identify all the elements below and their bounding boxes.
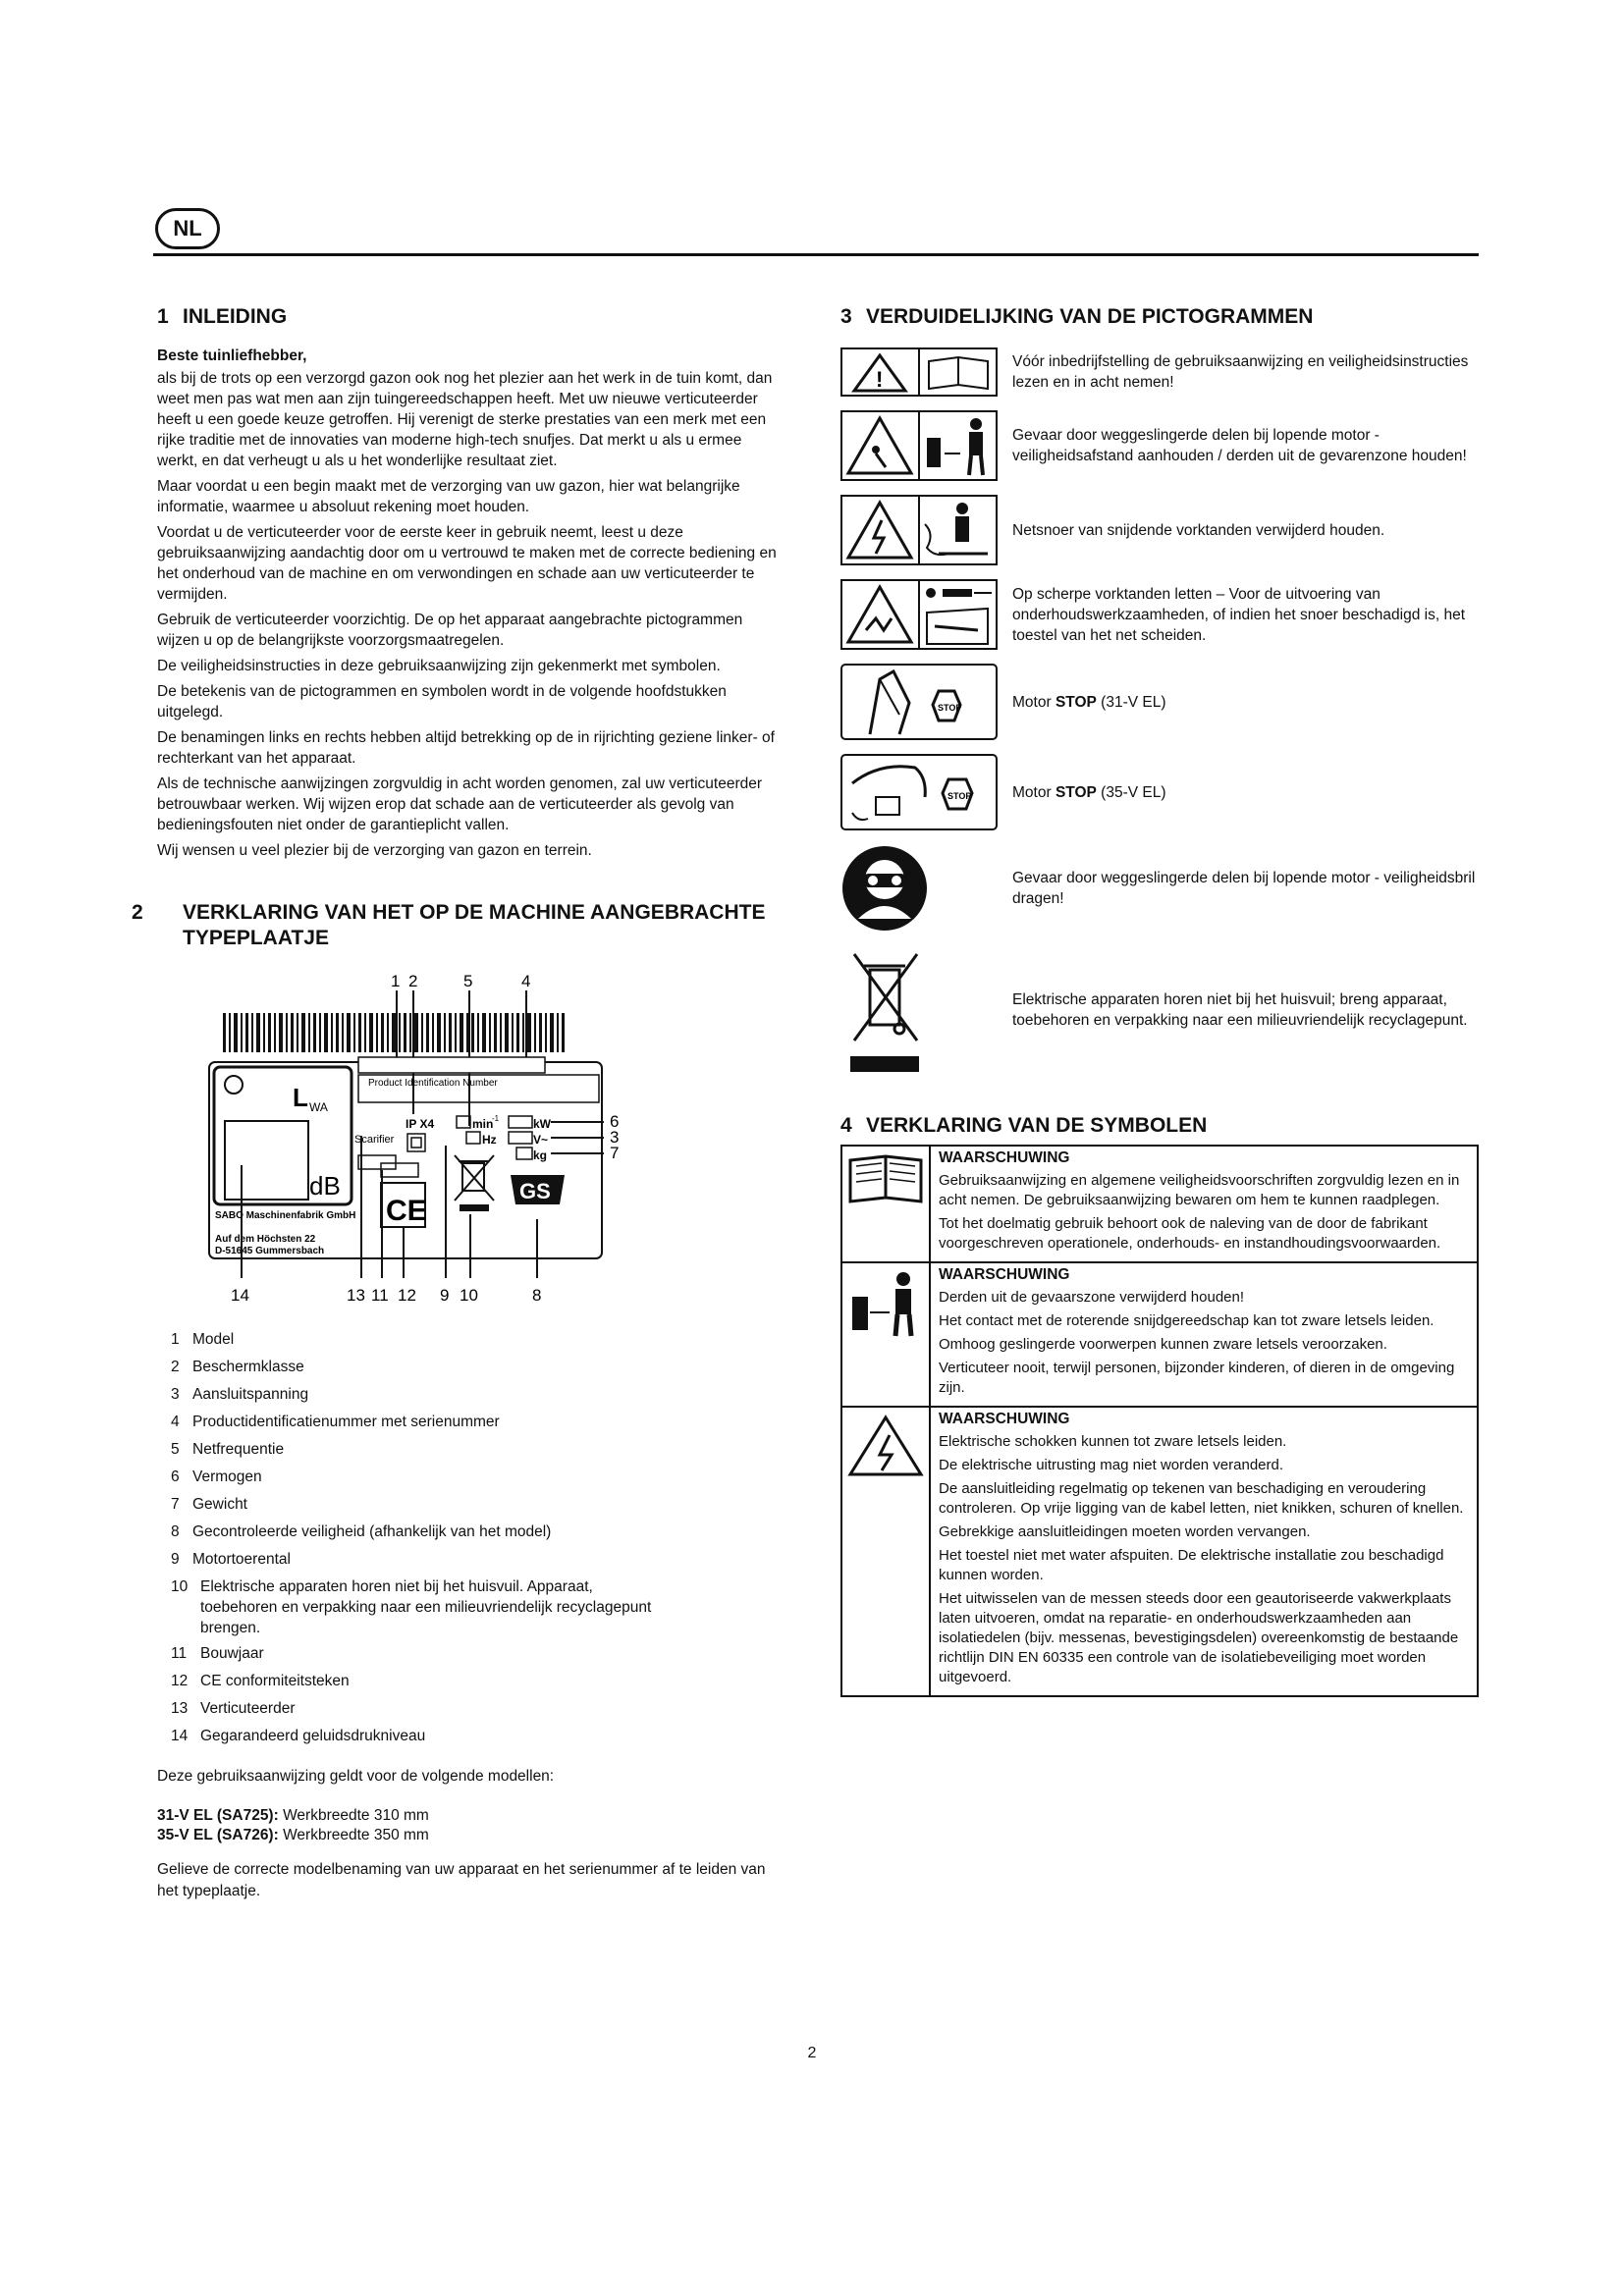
- callout-3: 3: [610, 1128, 620, 1147]
- kw-label: kW: [533, 1117, 551, 1131]
- pictogram-text: Motor STOP (31-V EL): [1012, 693, 1166, 711]
- hz-label: Hz: [482, 1133, 497, 1147]
- language-badge: NL: [155, 208, 220, 249]
- kg-label: kg: [533, 1148, 548, 1162]
- pictogram-text: Gevaar door weggeslingerde delen bij lopende motor - veiligheidsafstand aanhouden / derden uit de gevarenzone houden!: [1012, 427, 1467, 464]
- intro-paragraph: De betekenis van de pictogrammen en symbolen wordt in de volgende hoofdstukken uitgelegd.: [157, 683, 727, 721]
- keep-cord-away-icon: [840, 495, 998, 565]
- legend-item: 11 Bouwjaar: [171, 1645, 264, 1662]
- pictogram-text: Op scherpe vorktanden letten – Voor de uitvoering van onderhoudswerkzaamheden, of indien het snoer beschadigd is, het toestel van het net scheiden.: [1012, 585, 1466, 644]
- section-1-title: 1 INLEIDING: [157, 305, 288, 328]
- callout-7: 7: [610, 1144, 620, 1162]
- intro-paragraph: Voordat u de verticuteerder voor de eerste keer in gebruik neemt, leest u deze gebruiksaanwijzing aandachtig door om u vertrouwd te maken met de correcte bediening en het onderhoud van de machine en om verwondingen en schade aan uw verticuteerder te vermijden.: [157, 524, 777, 603]
- section-3-title: 3 VERDUIDELIJKING VAN DE PICTOGRAMMEN: [840, 305, 1314, 328]
- callout-11: 11: [371, 1286, 389, 1305]
- callout-13: 13: [347, 1286, 365, 1305]
- pictogram-text: Motor STOP (35-V EL): [1012, 783, 1166, 801]
- barcode: [223, 1013, 565, 1052]
- callout-12: 12: [398, 1286, 416, 1305]
- safety-goggles-icon: [840, 844, 929, 933]
- warning-line: Verticuteer nooit, terwijl personen, bijzonder kinderen, of dieren in de omgeving zijn.: [939, 1360, 1455, 1396]
- section-2-title: 2 VERKLARING VAN HET OP DE MACHINE AANGEBRACHTE TYPEPLAATJE: [132, 901, 766, 949]
- legend-item: 6 Vermogen: [171, 1468, 262, 1485]
- svg-text:GS: GS: [519, 1179, 551, 1203]
- symbol-row: [841, 1146, 1478, 1262]
- warning-heading: WAARSCHUWING: [939, 1266, 1070, 1283]
- callout-4: 4: [521, 972, 531, 990]
- lwa-subscript: WA: [309, 1100, 328, 1114]
- legend-item: 9 Motortoerental: [171, 1551, 291, 1568]
- pictogram-text: Gevaar door weggeslingerde delen bij lopende motor - veiligheidsbril dragen!: [1012, 870, 1476, 907]
- legend-item: 3 Aansluitspanning: [171, 1386, 309, 1403]
- pictogram-row: [840, 347, 1479, 397]
- warning-line: De elektrische uitrusting mag niet worden veranderd.: [939, 1457, 1284, 1473]
- pictogram-row: [840, 664, 1479, 740]
- callout-14: 14: [231, 1286, 249, 1305]
- db-label: dB: [309, 1171, 341, 1201]
- intro-paragraph: Als de technische aanwijzingen zorgvuldig in acht worden genomen, zal uw verticuteerder betrouwbaar werken. Wij wijzen erop dat schade aan de verticuteerder als gevolg van bedieningsfouten niet onder de garantieplicht vallen.: [157, 775, 763, 833]
- warning-line: Gebrekkige aansluitleidingen moeten worden vervangen.: [939, 1523, 1311, 1540]
- warning-line: De aansluitleiding regelmatig op tekenen van beschadiging en veroudering controleren. Op vrije ligging van de kabel letten, niet knikken, schuren of knellen.: [939, 1480, 1464, 1517]
- pictogram-row: [840, 946, 1479, 1074]
- gs-mark: [511, 1175, 565, 1204]
- motor-stop-31-icon: [840, 664, 998, 740]
- symbol-row: [841, 1262, 1478, 1407]
- warning-line: Derden uit de gevaarszone verwijderd houden!: [939, 1289, 1245, 1306]
- right-column: [840, 304, 1479, 1697]
- maker-city: D-51645 Gummersbach: [215, 1246, 325, 1256]
- model-line: 35-V EL (SA726): Werkbreedte 350 mm: [157, 1827, 429, 1843]
- pictogram-text: Netsnoer van snijdende vorktanden verwijderd houden.: [1012, 521, 1385, 539]
- pin-label: Product Identification Number: [368, 1078, 498, 1089]
- warning-read-manual-icon: [840, 347, 998, 397]
- pictogram-text: Vóór inbedrijfstelling de gebruiksaanwijzing en veiligheidsinstructies lezen en in acht nemen!: [1012, 353, 1469, 391]
- legend-item: 12 CE conformiteitsteken: [171, 1673, 350, 1689]
- closing-paragraph: Gelieve de correcte modelbenaming van uw apparaat en het serienummer af te leiden van het typeplaatje.: [157, 1861, 766, 1899]
- warning-line: Tot het doelmatig gebruik behoort ook de naleving van de door de fabrikant voorgeschreven operationele, onderhouds- en instandhoudingsvoorwaarden.: [939, 1215, 1441, 1252]
- salutation: Beste tuinliefhebber,: [157, 347, 307, 364]
- manual-book-icon: [846, 1152, 925, 1207]
- ip-label: IP X4: [406, 1117, 435, 1131]
- pictogram-row: [840, 495, 1479, 565]
- callout-2: 2: [408, 972, 418, 990]
- warning-heading: WAARSCHUWING: [939, 1411, 1070, 1427]
- type-plate-figure: [172, 969, 663, 1317]
- legend-item: 14 Gegarandeerd geluidsdrukniveau: [171, 1728, 426, 1744]
- page-number: 2: [807, 2045, 817, 2061]
- svg-text:STOP: STOP: [947, 791, 972, 801]
- model-line: 31-V EL (SA725): Werkbreedte 310 mm: [157, 1807, 429, 1824]
- warning-line: Het contact met de roterende snijdgereedschap kan tot zware letsels leiden.: [939, 1312, 1435, 1329]
- ce-mark: CE: [386, 1195, 427, 1227]
- electric-shock-warning-icon: [846, 1414, 925, 1478]
- maker-name: SABO Maschinenfabrik GmbH: [215, 1210, 356, 1221]
- left-column: [132, 304, 785, 1902]
- maker-address: Auf dem Höchsten 22: [215, 1234, 316, 1245]
- callout-5: 5: [463, 972, 473, 990]
- callout-10: 10: [460, 1286, 478, 1305]
- thrown-objects-keep-distance-icon: [840, 410, 998, 481]
- weee-bin-icon: [455, 1155, 494, 1201]
- pictogram-row: [840, 754, 1479, 830]
- sharp-tines-disconnect-icon: [840, 579, 998, 650]
- weee-disposal-icon: [840, 946, 929, 1074]
- warning-heading: WAARSCHUWING: [939, 1149, 1070, 1166]
- warning-line: Het uitwisselen van de messen steeds door een geautoriseerde vakwerkplaats laten uitvoeren, omdat na reparatie- en onderhoudswerkzaamheden aan isolatiedelen (bijv. messenas, bevestigingsdelen) overeenkomstig de bestaande richtlijn DIN EN 60335 een controle van de isolatiebeveiliging moet worden uitgevoerd.: [939, 1590, 1459, 1685]
- warning-line: Omhoog geslingerde voorwerpen kunnen zware letsels veroorzaken.: [939, 1336, 1387, 1353]
- legend-item: 13 Verticuteerder: [171, 1700, 296, 1717]
- pictogram-row: [840, 579, 1479, 650]
- callout-6: 6: [610, 1112, 620, 1131]
- intro-paragraph: als bij de trots op een verzorgd gazon ook nog het plezier aan het werk in de tuin komt, dan weet men pas wat men aan zijn tuingereedschappen heeft. Met uw nieuwe verticuteerder heeft u een goede keuze getroffen. Hij verenigt de sterke prestaties van een merk met een rijke traditie met de innovaties van moderne high-tech snufjes. Dat merkt u als u ermee werkt, en dat verheugt u als u het wonderlijke resultaat ziet.: [157, 370, 773, 469]
- legend-item: 10 Elektrische apparaten horen niet bij het huisvuil. Apparaat, toebehoren en verpakking naar een milieuvriendelijk recyclagepunt brengen.: [171, 1578, 652, 1636]
- intro-paragraph: Maar voordat u een begin maakt met de verzorging van uw gazon, hier wat belangrijke informatie, waarmee u absoluut rekening moet houden.: [157, 478, 740, 515]
- warning-line: Gebruiksaanwijzing en algemene veiligheidsvoorschriften zorgvuldig lezen en in acht nemen. De gebruiksaanwijzing bewaren om hem te kunnen raadplegen.: [939, 1172, 1460, 1208]
- symbols-table: [840, 1145, 1479, 1697]
- v-label: V~: [533, 1133, 549, 1147]
- min-superscript: -1: [492, 1114, 500, 1123]
- models-intro: Deze gebruiksaanwijzing geldt voor de volgende modellen:: [157, 1768, 555, 1785]
- lwa-label: L: [293, 1083, 308, 1112]
- symbol-row: [841, 1407, 1478, 1696]
- callout-8: 8: [532, 1286, 542, 1305]
- pictogram-text: Elektrische apparaten horen niet bij het huisvuil; breng apparaat, toebehoren en verpakking naar een milieuvriendelijk recyclagepunt.: [1012, 991, 1468, 1029]
- scarifier-label: Scarifier: [354, 1134, 395, 1146]
- legend-item: 7 Gewicht: [171, 1496, 247, 1513]
- keep-bystanders-away-icon: [846, 1269, 925, 1338]
- warning-line: Het toestel niet met water afspuiten. De elektrische installatie zou beschadigd kunnen worden.: [939, 1547, 1444, 1583]
- svg-text:!: !: [876, 367, 884, 392]
- legend-item: 1 Model: [171, 1331, 235, 1348]
- intro-paragraph: Gebruik de verticuteerder voorzichtig. De op het apparaat aangebrachte pictogrammen wijzen u op de belangrijkste voorzorgsmaatregelen.: [157, 612, 743, 649]
- legend-item: 2 Beschermklasse: [171, 1359, 304, 1375]
- intro-paragraph: De benamingen links en rechts hebben altijd betrekking op de in rijrichting geziene linker- of rechterkant van het apparaat.: [157, 729, 775, 767]
- pictogram-row: [840, 410, 1479, 481]
- section-4-title: 4 VERKLARING VAN DE SYMBOLEN: [840, 1114, 1208, 1137]
- svg-text:STOP: STOP: [938, 703, 962, 713]
- legend-item: 4 Productidentificatienummer met serienummer: [171, 1414, 500, 1430]
- warning-line: Elektrische schokken kunnen tot zware letsels leiden.: [939, 1433, 1287, 1450]
- legend-item: 5 Netfrequentie: [171, 1441, 285, 1458]
- callout-9: 9: [440, 1286, 450, 1305]
- callout-1: 1: [391, 972, 401, 990]
- header-rule: [153, 253, 1479, 256]
- pictogram-row: [840, 844, 1479, 933]
- intro-paragraph: De veiligheidsinstructies in deze gebruiksaanwijzing zijn gekenmerkt met symbolen.: [157, 658, 721, 674]
- plate-legend: [171, 1329, 785, 1746]
- motor-stop-35-icon: [840, 754, 998, 830]
- min-label: min: [472, 1117, 494, 1131]
- legend-item: 8 Gecontroleerde veiligheid (afhankelijk van het model): [171, 1523, 552, 1540]
- intro-paragraph: Wij wensen u veel plezier bij de verzorging van gazon en terrein.: [157, 842, 592, 859]
- type-plate-illustration: [172, 969, 663, 1317]
